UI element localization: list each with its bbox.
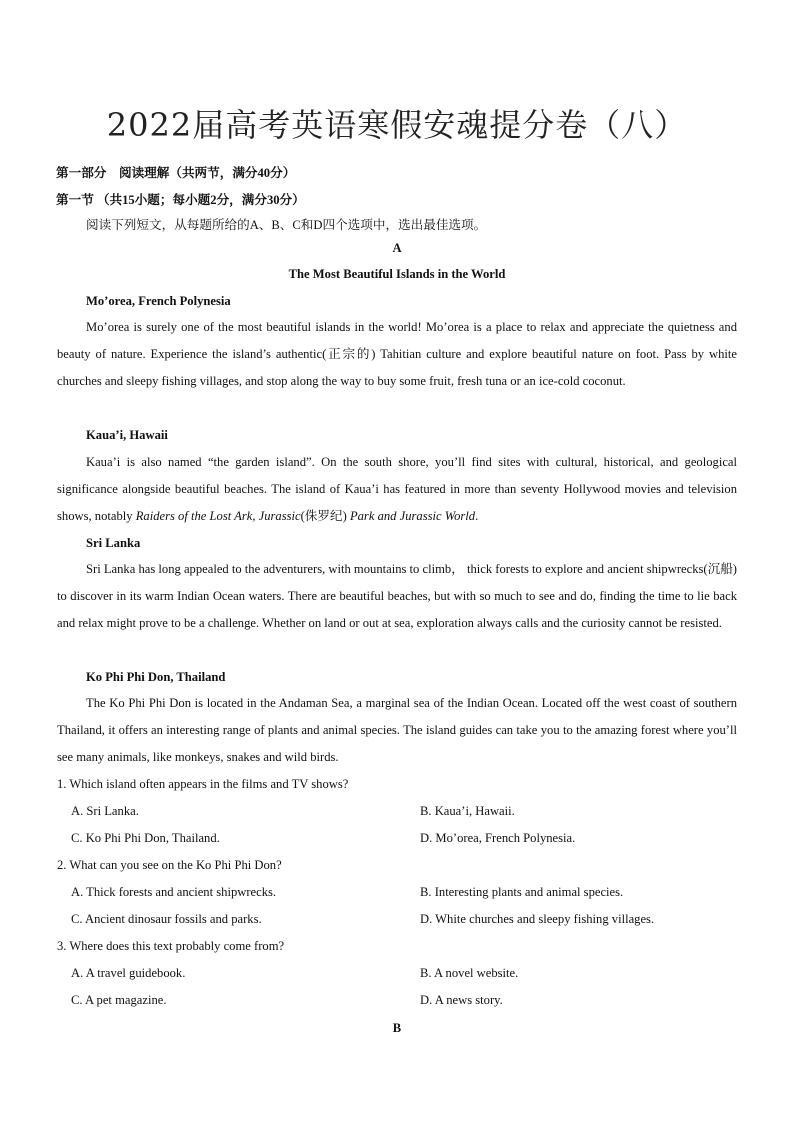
passage-title: The Most Beautiful Islands in the World xyxy=(288,267,506,281)
paragraph-kauai: Kaua’i is also named “the garden island”. On the south shore, you’ll find sites with cultural, historical, and geological significance alongside beautiful beaches. The island of Kaua’i has featured in more than seventy Hollywood movies and television shows, notably Raiders of the Lost Ark, Jurassic(侏罗纪) Park and Jurassic World. xyxy=(57,455,737,523)
passage-letter: A xyxy=(392,241,402,255)
question-2-option-b[interactable]: B. Interesting plants and animal species. xyxy=(420,885,624,899)
paragraph-srilanka: Sri Lanka has long appealed to the adventurers, with mountains to climb， thick forests to explore and ancient shipwrecks(沉船) to discover in its warm Indian Ocean waters. There are beautiful beaches, but with so much to see and do, finding the time to lie back and relax might prove to be a challenge. Whether on land or out at sea, exploration always calls and the curiosity cannot be resisted. xyxy=(57,562,737,630)
question-3-option-a[interactable]: A. A travel guidebook. xyxy=(71,966,186,980)
question-3-option-b[interactable]: B. A novel website. xyxy=(420,966,519,980)
section-heading-thailand: Ko Phi Phi Don, Thailand xyxy=(86,670,226,684)
question-1: 1. Which island often appears in the films and TV shows? xyxy=(57,777,349,791)
section-heading-moorea: Mo’orea, French Polynesia xyxy=(86,294,231,308)
question-2-option-d[interactable]: D. White churches and sleepy fishing villages. xyxy=(420,912,655,926)
section-heading-kauai: Kaua’i, Hawaii xyxy=(86,428,168,442)
part-heading: 第一部分 阅读理解（共两节，满分40分） xyxy=(56,166,296,180)
question-2: 2. What can you see on the Ko Phi Phi Don? xyxy=(57,858,282,872)
paragraph-thailand: The Ko Phi Phi Don is located in the Andaman Sea, a marginal sea of the Indian Ocean. Located off the west coast of southern Thailand, it offers an interesting range of plants and animal species. The island guides can take you to the amazing forest where you’ll see many animals, like monkeys, snakes and wild birds. xyxy=(57,696,737,764)
instruction-text: 阅读下列短文，从每题所给的A、B、C和D四个选项中，选出最佳选项。 xyxy=(86,218,487,232)
paragraph-moorea: Mo’orea is surely one of the most beautiful islands in the world! Mo’orea is a place to relax and appreciate the quietness and beauty of nature. Experience the island’s authentic(正宗的) Tahitian culture and explore beautiful nature on foot. Pass by white churches and sleepy fishing villages, and stop along the way to buy some fruit, fresh tuna or an ice-cold coconut. xyxy=(57,320,737,388)
question-3-option-c[interactable]: C. A pet magazine. xyxy=(71,993,167,1007)
question-3: 3. Where does this text probably come from? xyxy=(57,939,285,953)
question-2-option-a[interactable]: A. Thick forests and ancient shipwrecks. xyxy=(71,885,277,899)
question-2-option-c[interactable]: C. Ancient dinosaur fossils and parks. xyxy=(71,912,262,926)
section-heading-srilanka: Sri Lanka xyxy=(86,536,141,550)
passage-b-letter: B xyxy=(392,1021,402,1035)
question-1-option-d[interactable]: D. Mo’orea, French Polynesia. xyxy=(420,831,576,845)
question-3-option-d[interactable]: D. A news story. xyxy=(420,993,503,1007)
section-heading: 第一节 （共15小题；每小题2分，满分30分） xyxy=(56,193,305,207)
question-1-option-c[interactable]: C. Ko Phi Phi Don, Thailand. xyxy=(71,831,220,845)
exam-title: 2022届高考英语寒假安魂提分卷（八） xyxy=(106,106,688,144)
question-1-option-a[interactable]: A. Sri Lanka. xyxy=(71,804,139,818)
question-1-option-b[interactable]: B. Kaua’i, Hawaii. xyxy=(420,804,515,818)
